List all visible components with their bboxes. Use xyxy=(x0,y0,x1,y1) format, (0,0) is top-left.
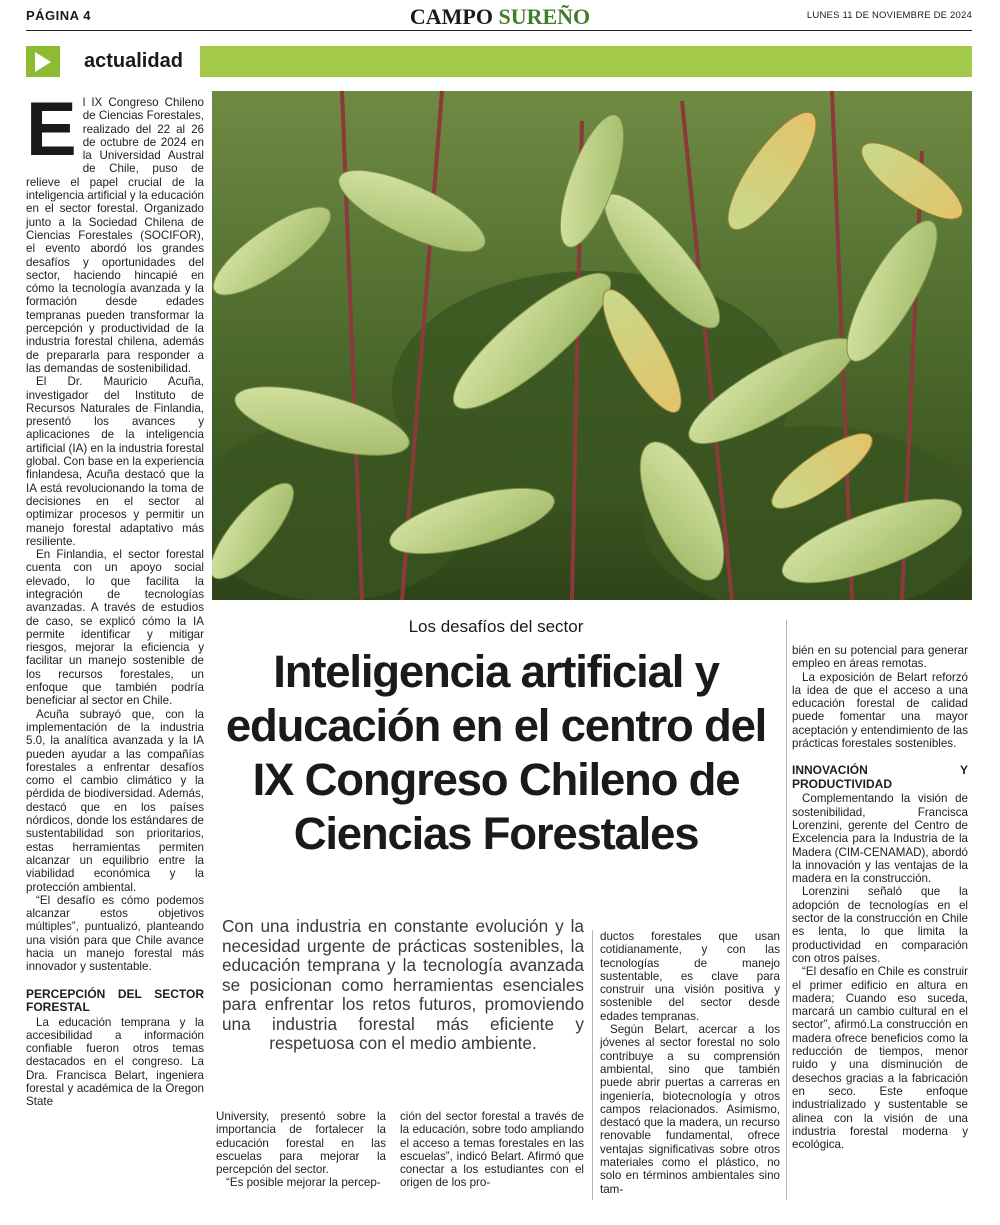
article-column-5 xyxy=(792,644,968,1151)
article-paragraph: La exposición de Belart reforzó la idea de que el acceso a una educación forestal de calidad puede fomentar una mayor aceptación y entendimiento de las prácticas forestales sostenibles. xyxy=(792,670,968,751)
article-column-1 xyxy=(26,87,204,1109)
article-paragraph: ción del sector forestal a través de la educación, sobre todo ampliando el acceso a temas forestales en las escuelas”, indicó Belart. Afirmó que conectar a los estudiantes con el origen de los pro- xyxy=(400,1110,584,1190)
article-column-3 xyxy=(400,1110,584,1190)
article-paragraph: La educación temprana y la accesibilidad a información confiable fueron otros temas destacados en el congreso. La Dra. Francisca Belart, ingeniera forestal y académica de la Oregon State xyxy=(26,1015,204,1109)
article-paragraph: ductos forestales que usan cotidianamente, y con las tecnologías de manejo sustentable, es clave para construir una visión positiva y sostenible del sector desde edades tempranas. xyxy=(600,930,780,1023)
article-paragraph: bién en su potencial para generar empleo en áreas remotas. xyxy=(792,644,968,671)
article-paragraph: l IX Congreso Chileno de Ciencias Forestales, realizado del 22 al 26 de octubre de 2024 en la Universidad Austral de Chile, puso de relieve el papel crucial de la inteligencia artificial y la educación en el sector forestal. Organizado junto a la Sociedad Chilena de Ciencias Forestales (SOCIFOR), el evento abordó los grandes desafíos y oportunidades del sector, haciendo hincapié en cómo la tecnología avanzada y la formación desde edades tempranas pueden transformar la percepción y productividad de la industria forestal chilena, además de prepararla para responder a las demandas de sostenibilidad. xyxy=(26,96,204,375)
column-rule xyxy=(592,930,593,1200)
section-label: actualidad xyxy=(70,46,197,77)
section-band xyxy=(200,46,972,77)
article-paragraph: Complementando la visión de sostenibilidad, Francisca Lorenzini, gerente del Centro de Excelencia para la Industria de la Madera (CIM-CENAMAD), abordó la innovación y las ventajas de la madera en la construcción. xyxy=(792,792,968,886)
issue-date: LUNES 11 DE NOVIEMBRE DE 2024 xyxy=(806,10,972,21)
article-paragraph: “Es posible mejorar la percep- xyxy=(226,1176,381,1190)
play-arrow-icon xyxy=(35,52,51,72)
logo-part-sureno: SUREÑO xyxy=(498,4,591,29)
headline-kicker: Los desafíos del sector xyxy=(408,617,584,636)
article-paragraph: Lorenzini señaló que la adopción de tecnologías en el sector de la construcción en Chile es lenta, lo que limita la productividad en comparación con otros países. xyxy=(792,885,968,965)
article-paragraph: Según Belart, acercar a los jóvenes al sector forestal no solo contribuye a su comprensión ambiental, sino que también puede abrir puertas a carreras en ingeniería, biotecnología y otros campos relacionados. Asimismo, destacó que la madera, un recurso renovable fundamental, ofrece ventajas significativas sobre otros materiales como el plástico, no solo en términos ambientales sino tam- xyxy=(600,1023,780,1196)
eucalyptus-seedlings-photo xyxy=(212,91,972,600)
article-paragraph: En Finlandia, el sector forestal cuenta con un apoyo social elevado, lo que facilita la integración de tecnologías avanzadas. A través de estudios de caso, se explicó cómo la IA permite identificar y mitigar riesgos, mejorar la eficiencia y facilitar un manejo sostenible de los recursos forestales, un enfoque que también podría beneficiar al sector en Chile. xyxy=(26,548,204,708)
article-paragraph: University, presentó sobre la importancia de fortalecer la educación forestal en las escuelas para mejorar la percepción del sector. xyxy=(216,1110,386,1177)
article-column-4 xyxy=(600,930,780,1196)
article-paragraph: “El desafío en Chile es construir el primer edificio en altura en madera; Cuando eso suceda, marcará un cambio cultural en el sector”, afirmó.La construcción en madera ofrece beneficios como la reducción de tiempos, menor ruido y una disminución de desechos gracias a la fabricación en seco. Este enfoque industrializado y sustentable se alinea con la visión de una industria forestal moderna y ecológica. xyxy=(792,965,968,1152)
drop-cap: E xyxy=(26,87,77,172)
logo-part-campo: CAMPO xyxy=(409,4,493,29)
article-paragraph: El Dr. Mauricio Acuña, investigador del Instituto de Recursos Naturales de Finlandia, presentó los avances y aplicaciones de la inteligencia artificial (IA) en la industria forestal global. Con base en la experiencia finlandesa, Acuña destacó que la IA está revolucionando la toma de decisiones en el sector al optimizar procesos y permitir un manejo forestal adaptativo más resiliente. xyxy=(26,375,204,548)
headline-lead: Con una industria en constante evolución y la necesidad urgente de prácticas sostenibles, la educación temprana y la tecnología avanzada se posicionan como herramientas esenciales para enfrentar los retos futuros, promoviendo una industria forestal más eficiente y respetuosa con el medio ambiente. xyxy=(222,916,584,1053)
article-paragraph: Acuña subrayó que, con la implementación de la industria 5.0, la analítica avanzada y la IA pueden ayudar a las compañías forestales a enfrentar desafíos como el cambio climático y la pérdida de biodiversidad. Además, destacó que en los países nórdicos, donde los estándares de sustentabilidad son prioritarios, estas herramientas permiten alcanzar un equilibrio entre la viabilidad económica y la protección ambiental. xyxy=(26,707,204,894)
header-rule xyxy=(26,30,972,31)
article-column-2 xyxy=(216,1110,386,1190)
subheading-innovacion: INNOVACIÓN Y PRODUCTIVIDAD xyxy=(792,763,968,791)
headline-title: Inteligencia artificial y educación en el centro del IX Congreso Chileno de Ciencias Forestales xyxy=(225,646,767,859)
article-paragraph: “El desafío es cómo podemos alcanzar estos objetivos múltiples”, puntualizó, planteando una visión para que Chile avance hacia un manejo forestal más innovador y sustentable. xyxy=(26,893,204,974)
column-rule xyxy=(786,620,787,1200)
page-number: PÁGINA 4 xyxy=(26,8,91,23)
subheading-percepcion: PERCEPCIÓN DEL SECTOR FORESTAL xyxy=(26,986,204,1015)
